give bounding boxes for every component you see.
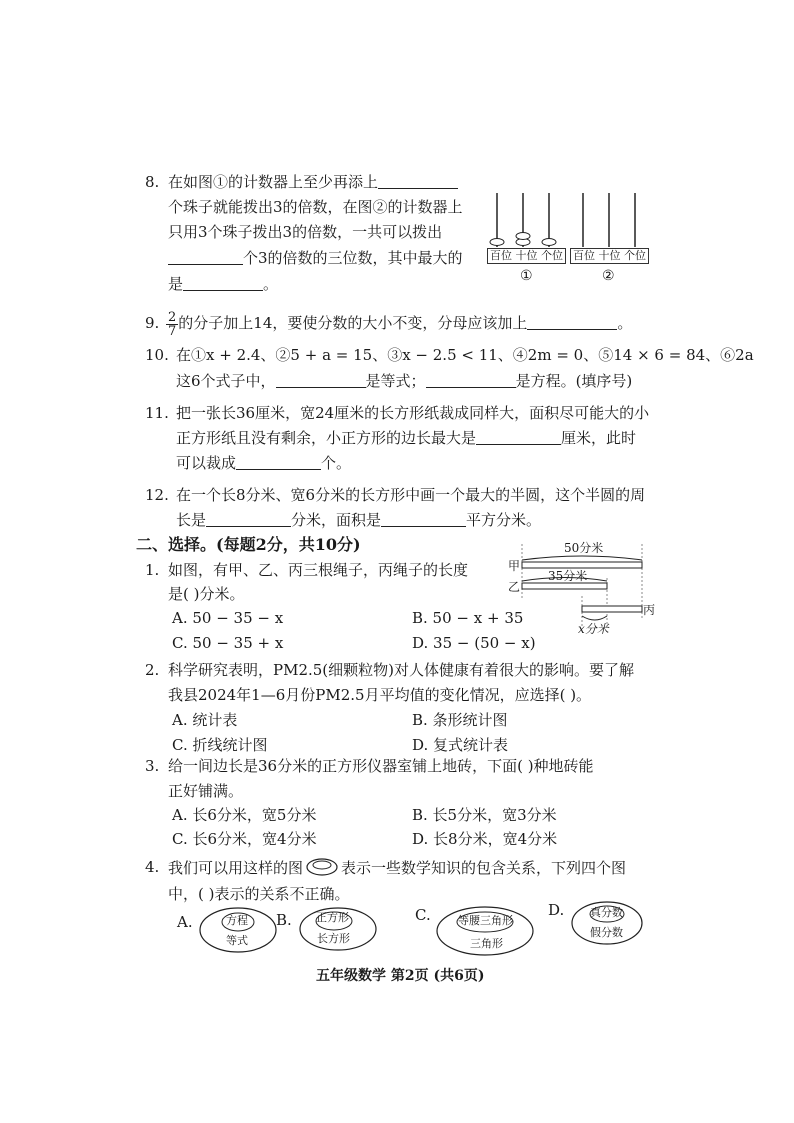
- fraction-numerator: 2: [168, 309, 177, 325]
- q10-blank-1[interactable]: [276, 371, 366, 388]
- rope-yi: [522, 583, 607, 589]
- fraction-denominator: 7: [168, 323, 177, 339]
- c4-line2: 中，( )表示的关系不正确。: [168, 885, 350, 903]
- q8-text-4: 个3的倍数的三位数，其中最大的: [243, 249, 463, 267]
- c4-d-outer: 假分数: [590, 926, 623, 939]
- q10-line1: 在①x + 2.4、②5 + a = 15、③x − 2.5 < 11、④2m = 0、⑤14 × 6 = 84、⑥2a: [176, 346, 754, 364]
- rope-bing: [582, 606, 642, 612]
- c4-b-outer: 长方形: [317, 932, 350, 945]
- c4-c-inner: 等腰三角形: [458, 914, 513, 927]
- q12-text-a: 长是: [176, 511, 207, 529]
- q9-text: 的分子加上14，要使分数的大小不变，分母应该加上: [178, 314, 528, 332]
- c1-option-a[interactable]: A. 50 − 35 − x: [172, 609, 284, 627]
- rope-label-yi: 乙: [508, 580, 521, 594]
- q11-text-3a: 可以裁成: [176, 454, 237, 472]
- q11-line2: [176, 428, 636, 448]
- q12-blank-1[interactable]: [206, 510, 291, 527]
- c2-option-b[interactable]: B. 条形统计图: [412, 711, 508, 729]
- q12-blank-2[interactable]: [381, 510, 466, 527]
- c3-line1: 给一间边长是36分米的正方形仪器室铺上地砖，下面( )种地砖能: [168, 757, 594, 775]
- c4-d-inner: 真分数: [590, 906, 623, 919]
- c1-option-c[interactable]: C. 50 − 35 + x: [172, 634, 284, 652]
- rope-len-mid: 35分米: [548, 569, 588, 583]
- q8-line3: 只用3个珠子拨出3的倍数，一共可以拨出: [168, 223, 443, 241]
- c3-number: 3.: [145, 757, 160, 775]
- q10-blank-2[interactable]: [426, 371, 516, 388]
- abacus-1-labels: 百位 十位 个位: [487, 248, 566, 264]
- c1-line1: 如图，有甲、乙、丙三根绳子，丙绳子的长度: [168, 561, 469, 579]
- c4-a-outer: 等式: [226, 934, 248, 947]
- q8-blank-3[interactable]: [183, 274, 263, 291]
- c1-option-b[interactable]: B. 50 − x + 35: [412, 609, 524, 627]
- q9-blank[interactable]: [527, 313, 617, 330]
- q8-text-5a: 是: [168, 275, 184, 293]
- q12-text-b: 分米，面积是: [291, 511, 382, 529]
- c2-option-d[interactable]: D. 复式统计表: [412, 736, 509, 754]
- c4-option-a-letter[interactable]: A.: [177, 913, 193, 931]
- q11-text-a: 正方形纸且没有剩余，小正方形的边长最大是: [176, 429, 477, 447]
- q12-number: 12.: [145, 486, 169, 504]
- rope-label-bing: 丙: [643, 603, 656, 617]
- rope-len-top: 50分米: [564, 541, 604, 555]
- bead: [516, 233, 530, 240]
- q11-line1: 把一张长36厘米，宽24厘米的长方形纸裁成同样大，面积尽可能大的小: [176, 404, 650, 422]
- q12-text-c: 平方分米。: [466, 511, 542, 529]
- q8-blank-2[interactable]: [168, 248, 243, 265]
- q8-line5: [168, 274, 278, 294]
- c3-option-c[interactable]: C. 长6分米，宽4分米: [172, 830, 317, 848]
- c1-option-d[interactable]: D. 35 − (50 − x): [412, 634, 536, 652]
- q9-number: 9.: [145, 314, 160, 332]
- abacus-2-labels: 百位 十位 个位: [570, 248, 649, 264]
- c4-c-outer: 三角形: [470, 937, 503, 950]
- c3-option-d[interactable]: D. 长8分米，宽4分米: [412, 830, 558, 848]
- page-footer: 五年级数学 第2页 (共6页): [316, 968, 485, 984]
- rope-label-jia: 甲: [508, 559, 521, 573]
- q12-line2: [176, 510, 541, 530]
- c3-option-b[interactable]: B. 长5分米，宽3分米: [412, 806, 557, 824]
- q9-text-end: 。: [617, 314, 633, 332]
- rope-len-bot: x分米: [578, 622, 609, 636]
- q11-text-3b: 个。: [321, 454, 352, 472]
- c4-option-c-letter[interactable]: C.: [415, 906, 431, 924]
- q11-line3: [176, 453, 351, 473]
- section-2-title: 二、选择。(每题2分，共10分): [136, 535, 361, 554]
- c3-line2: 正好铺满。: [168, 782, 244, 800]
- nested-ellipse-icon: [305, 857, 339, 877]
- q11-text-b: 厘米，此时: [561, 429, 637, 447]
- q8-line4: [168, 248, 463, 268]
- q8-line2: 个珠子就能拨出3的倍数，在图②的计数器上: [168, 198, 463, 216]
- q9-fraction: [166, 311, 178, 338]
- c4-line1: [168, 857, 626, 878]
- c4-number: 4.: [145, 858, 160, 876]
- q10-text-a: 这6个式子中，: [176, 372, 276, 390]
- abacus-1: [490, 193, 556, 247]
- q12-line1: 在一个长8分米、宽6分米的长方形中画一个最大的半圆，这个半圆的周: [176, 486, 646, 504]
- c3-option-a[interactable]: A. 长6分米，宽5分米: [172, 806, 317, 824]
- q8-text-5b: 。: [263, 275, 279, 293]
- rope-jia: [522, 562, 642, 568]
- q10-text-c: 是方程。(填序号): [515, 372, 633, 390]
- bead: [490, 239, 504, 246]
- abacus-1-mark: ①: [520, 268, 533, 284]
- c4-text-b: 表示一些数学知识的包含关系，下列四个图: [341, 859, 627, 877]
- q10-number: 10.: [145, 346, 169, 364]
- q8-text: 在如图①的计数器上至少再添上: [168, 173, 379, 191]
- q8-number: 8.: [145, 173, 160, 191]
- c1-line2: 是( )分米。: [168, 585, 245, 603]
- q11-blank-1[interactable]: [476, 428, 561, 445]
- q10-text-b: 是等式；: [365, 372, 426, 390]
- q11-blank-2[interactable]: [236, 453, 321, 470]
- c4-option-b-letter[interactable]: B.: [276, 911, 292, 929]
- q10-line2: [176, 371, 632, 391]
- c2-number: 2.: [145, 661, 160, 679]
- q8-line1: [168, 172, 458, 192]
- q9-line: [166, 304, 632, 342]
- c4-a-inner: 方程: [226, 914, 248, 927]
- q8-blank-1[interactable]: [378, 172, 458, 189]
- abacus-2-mark: ②: [602, 268, 615, 284]
- bead: [542, 239, 556, 246]
- c4-option-d-letter[interactable]: D.: [548, 901, 565, 919]
- c2-line2: 我县2024年1—6月份PM2.5月平均值的变化情况，应选择( )。: [168, 686, 592, 704]
- q11-number: 11.: [145, 404, 169, 422]
- c4-b-inner: 正方形: [316, 911, 349, 924]
- abacus-2: [583, 193, 635, 247]
- c2-option-a[interactable]: A. 统计表: [172, 711, 238, 729]
- c2-option-c[interactable]: C. 折线统计图: [172, 736, 268, 754]
- c1-number: 1.: [145, 561, 160, 579]
- c2-line1: 科学研究表明，PM2.5(细颗粒物)对人体健康有着很大的影响。要了解: [168, 661, 635, 679]
- c4-text-a: 我们可以用这样的图: [168, 859, 304, 877]
